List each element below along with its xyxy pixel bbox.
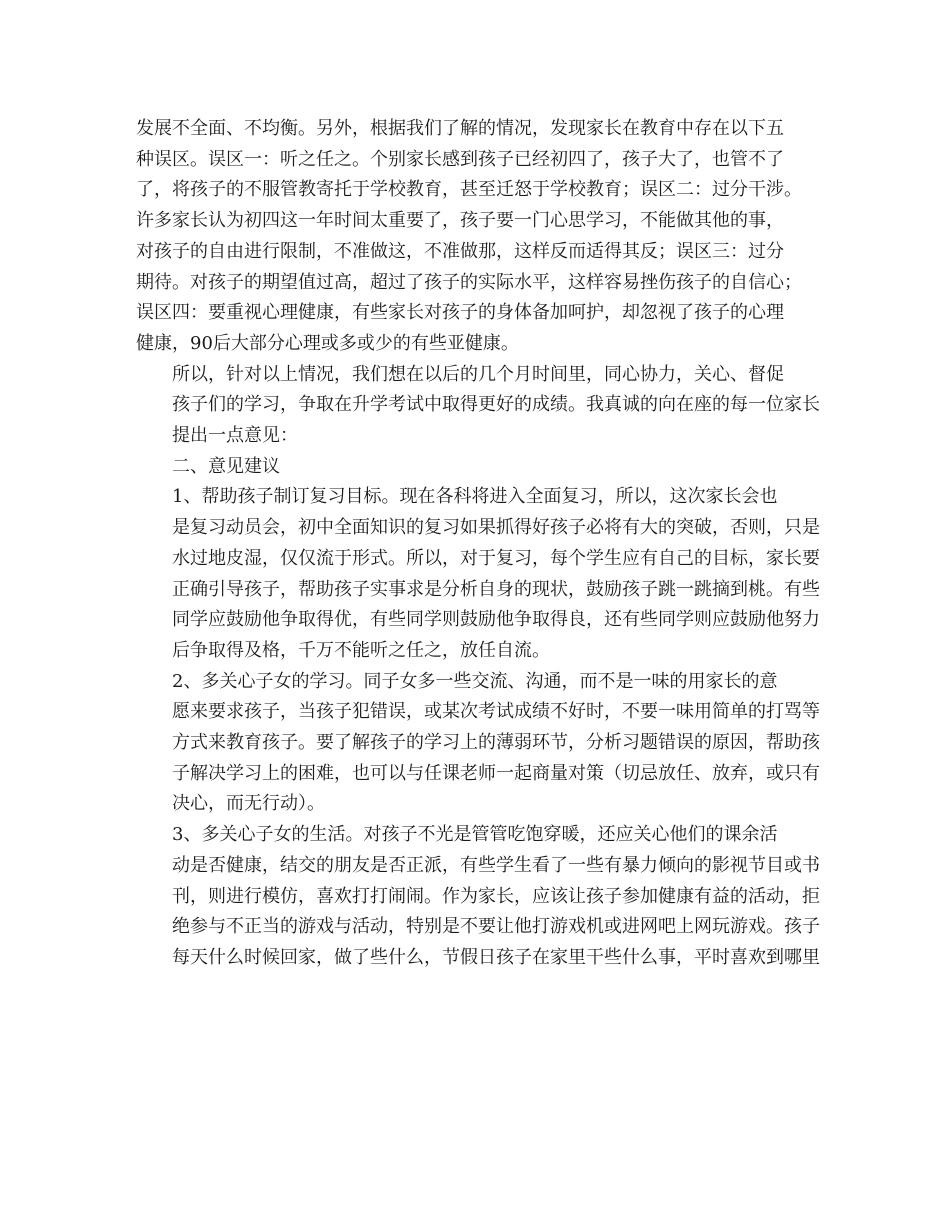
text-line: 子解决学习上的困难，也可以与任课老师一起商量对策（切忌放任、放弃，或只有 xyxy=(172,762,820,784)
text-line: 决心，而无行动）。 xyxy=(172,793,325,815)
text-line: 刊，则进行模仿，喜欢打打闹闹。作为家长，应该让孩子参加健康有益的活动，拒 xyxy=(172,885,820,907)
text-line: 方式来教育孩子。要了解孩子的学习上的薄弱环节，分析习题错误的原因，帮助孩 xyxy=(172,732,820,754)
text-line: 动是否健康，结交的朋友是否正派，有些学生看了一些有暴力倾向的影视节目或书 xyxy=(172,854,820,876)
text-line: 愿来要求孩子，当孩子犯错误，或某次考试成绩不好时，不要一味用简单的打骂等 xyxy=(172,701,820,723)
paragraph-introduction xyxy=(136,360,826,452)
text-line: 每天什么时候回家，做了些什么，节假日孩子在家里干些什么事，平时喜欢到哪里 xyxy=(172,946,820,968)
text-line: 期待。对孩子的期望值过高，超过了孩子的实际水平，这样容易挫伤孩子的自信心； xyxy=(136,271,802,293)
text-line: 发展不全面、不均衡。另外，根据我们了解的情况，发现家长在教育中存在以下五 xyxy=(136,118,784,139)
text-line: 了，将孩子的不服管教寄托于学校教育，甚至迁怒于学校教育；误区二：过分干涉。 xyxy=(136,179,802,201)
text-line: 误区四：要重视心理健康，有些家长对孩子的身体备加呵护，却忽视了孩子的心理 xyxy=(136,302,784,324)
text-line: 3、多关心子女的生活。对孩子不光是管管吃饱穿暖，还应关心他们的课余活 xyxy=(172,824,778,846)
paragraph-educational-misconceptions xyxy=(136,114,826,360)
text-line: 孩子们的学习，争取在升学考试中取得更好的成绩。我真诚的向在座的每一位家长 xyxy=(172,394,820,416)
text-line: 绝参与不正当的游戏与活动，特别是不要让他打游戏机或进网吧上网玩游戏。孩子 xyxy=(172,916,820,938)
text-line: 1、帮助孩子制订复习目标。现在各科将进入全面复习，所以，这次家长会也 xyxy=(172,486,778,508)
text-line: 所以，针对以上情况，我们想在以后的几个月时间里，同心协力，关心、督促 xyxy=(172,363,784,385)
document-body xyxy=(136,114,826,974)
text-line: 同学应鼓励他争取得优，有些同学则鼓励他争取得良，还有些同学则应鼓励他努力 xyxy=(172,609,820,631)
paragraph-suggestion-3 xyxy=(136,820,826,974)
text-line: 对孩子的自由进行限制，不准做这，不准做那，这样反而适得其反；误区三：过分 xyxy=(136,240,784,262)
text-line: 正确引导孩子，帮助孩子实事求是分析自身的现状，鼓励孩子跳一跳摘到桃。有些 xyxy=(172,578,820,600)
paragraph-suggestion-2 xyxy=(136,667,826,821)
text-line: 种误区。误区一：听之任之。个别家长感到孩子已经初四了，孩子大了，也管不了 xyxy=(136,148,784,170)
text-line: 后争取得及格，千万不能听之任之，放任自流。 xyxy=(172,639,550,661)
heading-text: 二、意见建议 xyxy=(172,455,280,477)
text-line: 是复习动员会，初中全面知识的复习如果抓得好孩子必将有大的突破，否则，只是 xyxy=(172,517,820,539)
text-line: 许多家长认为初四这一年时间太重要了，孩子要一门心思学习，不能做其他的事， xyxy=(136,210,784,232)
text-line: 2、多关心子女的学习。同子女多一些交流、沟通，而不是一味的用家长的意 xyxy=(172,670,778,692)
section-heading xyxy=(136,452,826,483)
paragraph-suggestion-1 xyxy=(136,482,826,666)
text-line: 水过地皮湿，仅仅流于形式。所以，对于复习，每个学生应有自己的目标，家长要 xyxy=(172,547,820,569)
text-line: 提出一点意见： xyxy=(172,425,298,447)
text-line: 健康，90后大部分心理或多或少的有些亚健康。 xyxy=(136,332,519,354)
